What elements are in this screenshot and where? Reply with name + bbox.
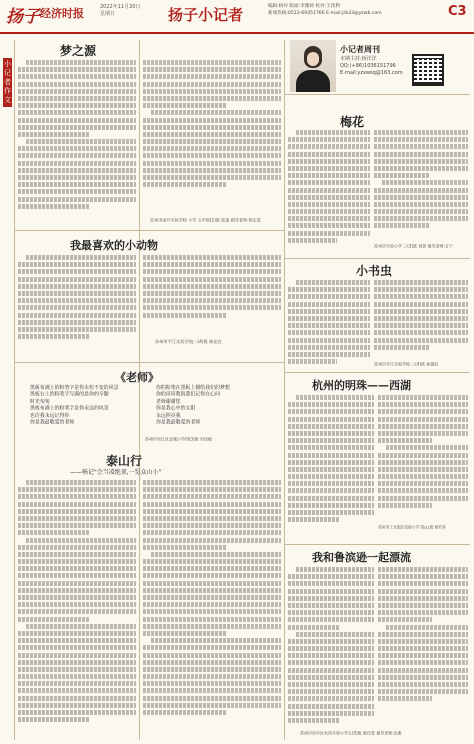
article-byline: 苏州市南开实验学校 小学 五年级(1)班 陆嘉 指导老师:徐志雯 xyxy=(150,218,261,224)
host-info xyxy=(340,56,403,77)
article-title: 梅花 xyxy=(340,115,365,129)
article-body xyxy=(378,395,468,520)
poem-line: 你的谆谆教诲我们记得在心间 xyxy=(156,391,220,398)
section-divider xyxy=(284,258,470,259)
section-tab: 小记者作文 xyxy=(3,58,12,107)
poem-line: 黑板布满上的粉笔字是你永远的风景 xyxy=(30,405,109,412)
article-body xyxy=(143,255,281,335)
poem-line: 黑板右上的粉笔字写满的是你的辛勤 xyxy=(30,391,109,398)
article-byline: 苏州市吴中区木渎实验小学五(5)班 陈佳萱 指导老师:沈燕 xyxy=(300,731,402,737)
article-body xyxy=(18,480,136,740)
poem-line: 黑板布满上的粉笔字是你永恒不变的风景 xyxy=(30,385,119,391)
article-body xyxy=(288,567,374,737)
staff-info xyxy=(268,3,444,17)
host-qq: QQ:(+86)1036151796 xyxy=(340,63,396,69)
page-number: C3 xyxy=(448,4,467,19)
article-body xyxy=(18,60,136,220)
section-divider xyxy=(284,372,470,373)
section-divider xyxy=(14,230,284,231)
section-title: 扬子小记者 xyxy=(168,6,244,24)
poem-line: 老师谢谢您 xyxy=(156,398,181,405)
weekday-text: 星期日 xyxy=(100,11,116,17)
article-body xyxy=(374,280,468,358)
article-byline: 苏州市平江实验学校 三(4)班 孙越宸 xyxy=(374,362,439,368)
poem-column-right xyxy=(156,385,230,426)
poem-column-left xyxy=(30,385,119,426)
masthead xyxy=(0,0,474,34)
paper-logo: 扬子 xyxy=(6,7,40,27)
article-body xyxy=(288,395,374,535)
poem-line: 你是我心中的太阳 xyxy=(156,405,196,412)
article-title: 梦之源 xyxy=(60,44,97,58)
column-rule xyxy=(284,40,285,740)
hotline: 新闻热线:0512-69351766 E-mail:jrb33@yzwb.com xyxy=(268,11,382,16)
article-body xyxy=(18,255,136,350)
article-title: 杭州的明珠——西湖 xyxy=(312,379,411,392)
poem-line: 时光匆匆 xyxy=(30,398,50,405)
article-title: 小书虫 xyxy=(356,264,393,278)
article-body xyxy=(143,60,281,220)
section-divider xyxy=(284,544,470,545)
editor-line: 编辑:杨玲 版面:李雅莉 校对:王伟利 xyxy=(268,4,340,9)
article-subtitle: ——畅记"会当凌绝顶,一览众山小" xyxy=(70,469,162,476)
poem-line: 你的粉笔在黑板上描绘我们的梦想 xyxy=(156,385,230,391)
reporter-photo xyxy=(290,40,336,92)
poem-line: 永远照亮我 xyxy=(156,412,181,419)
qr-code[interactable] xyxy=(412,54,444,86)
article-body xyxy=(288,130,370,250)
article-byline: 苏州市吴江区北城小学四(3)班 吴佳妮 xyxy=(145,437,212,443)
paper-name: 经济时报 xyxy=(40,7,84,20)
article-byline: 苏州市工业园区星海小学 四(1)班 杨若菲 xyxy=(378,525,446,531)
article-body xyxy=(374,130,468,240)
column-heading: 小记者周刊 xyxy=(340,45,380,54)
poem-line: 也许我永远记得你 xyxy=(30,412,70,419)
article-body xyxy=(143,480,281,740)
article-body xyxy=(288,280,370,365)
article-byline: 苏州市实验小学 三(3)班 刘萱 指导老师:方宁 xyxy=(374,244,453,250)
article-body xyxy=(378,567,468,722)
host-name: 本期主持:杨洋洋 xyxy=(340,56,377,62)
host-email: E-mail:yzxwsq@163.com xyxy=(340,70,403,76)
column-rule xyxy=(139,40,140,400)
poem-line: 你是我最敬爱的老师 xyxy=(30,419,75,426)
poem-line: 你是我最敬爱的老师 xyxy=(156,419,201,426)
article-byline: 苏州市平江实验学校二(4)班 陈佳宜 xyxy=(155,339,222,345)
section-divider xyxy=(284,94,470,95)
article-title: 泰山行 xyxy=(106,454,143,468)
column-rule xyxy=(139,396,140,740)
date-text: 2022年11月20日 xyxy=(100,4,141,10)
column-rule xyxy=(14,40,15,740)
issue-date xyxy=(100,4,140,18)
section-divider xyxy=(14,362,284,363)
article-title: 我和鲁滨逊一起漂流 xyxy=(312,551,411,564)
article-title: 《老师》 xyxy=(115,371,159,384)
article-title: 我最喜欢的小动物 xyxy=(70,239,158,252)
